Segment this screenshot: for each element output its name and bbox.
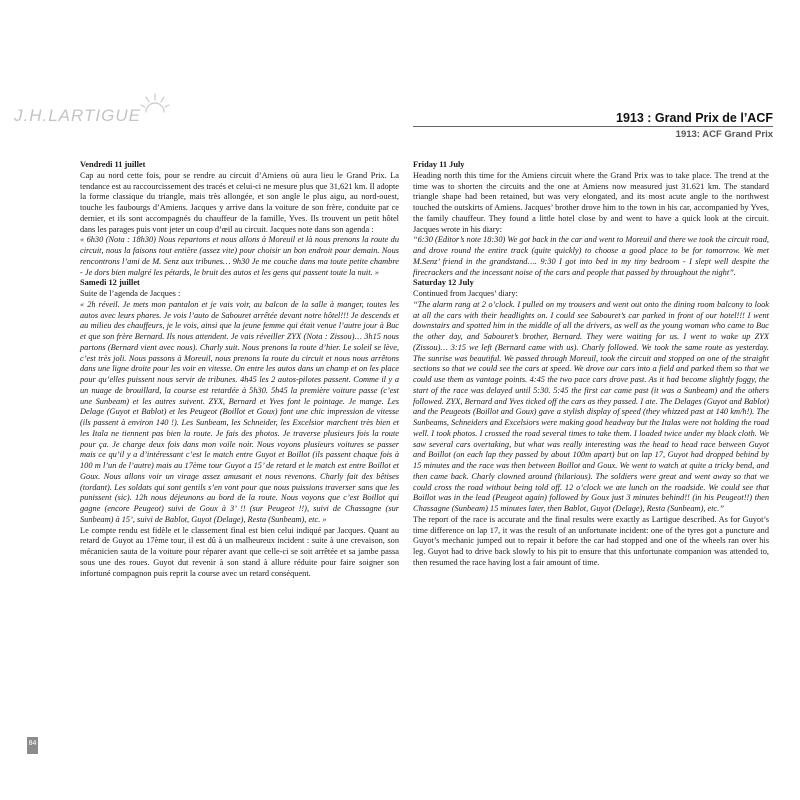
heading-saturday: Saturday 12 July	[413, 278, 474, 288]
header-divider	[413, 126, 773, 127]
heading-samedi: Samedi 12 juillet	[80, 278, 140, 288]
paragraph: Heading north this time for the Amiens circuit where the Grand Prix was to take place. The trend at the time was to shorten the circuits and the one at Amiens now measured just 31.621 km. The standard triangle shape had been retained, but was very elongated, and its most acute angle to the northwest touched the outskirts of Amiens. Jacques’ brother drove him to the town in his car, accompanied by Yves, the family chauffeur. They found a little hotel close by and went to have a quick look at the circuit. Jacques wrote in his diary:	[413, 170, 769, 234]
paragraph: Cap au nord cette fois, pour se rendre au circuit d’Amiens où aura lieu le Grand Prix. La tendance est au raccourcissement des tracés et celui-ci ne mesure plus que 31,621 km. Il adopte la forme classique du triangle, mais très allongée, et son angle le plus aigu, au nord-ouest, touche les faubourgs d’Amiens. Jacques y arrive dans la voiture de son frère, conduite par ce dernier, et ils sont accompagnés du chauffeur de la famille, Yves. Ils trouvent un petit hôtel dans les parages puis vont jeter un coup d’œil au circuit. Jacques note dans son agenda :	[80, 170, 399, 234]
page-number: 84	[28, 740, 37, 747]
paragraph: Suite de l’agenda de Jacques :	[80, 289, 181, 298]
english-text-column	[413, 160, 769, 569]
paragraph: Le compte rendu est fidèle et le classement final est bien celui indiqué par Jacques. Quant au retard de Guyot au 17ème tour, il est dû à un malheureux incident : suite à une crevaison, son mécanicien sauta de la voiture pour réparer avant que celle-ci se soit arrêtée et sa jambe passa sous une des roues. Guyot dut revenir à son stand à allure réduite pour faire soigner son infortuné compagnon puis reprit la course avec un retard conséquent.	[80, 525, 399, 578]
paragraph: Continued from Jacques’ diary:	[413, 289, 518, 298]
chapter-subtitle: 1913: ACF Grand Prix	[675, 129, 773, 140]
lartigue-signature: J.H.LARTIGUE	[14, 106, 141, 125]
heading-vendredi: Vendredi 11 juillet	[80, 160, 146, 169]
paragraph: The report of the race is accurate and the final results were exactly as Lartigue described. As for Guyot’s time difference on lap 17, it was the result of an unfortunate incident: one of the tyres got a puncture and Guyot’s mechanic jumped out to repair it before the car had stopped and one of the wheels ran over his leg. Guyot had to drive back slowly to his pit to ensure that this unfortunate companion was attended to, then resumed the race having lost a fair amount of time.	[413, 514, 769, 567]
french-text-column	[80, 160, 399, 579]
diary-quote: “6:30 (Editor’s note 18:30) We got back in the car and went to Moreuil and there we took the circuit road, and drove round the entire track (quite quickly) to choose a good place to be for tomorrow. We met M.Senz’ friend in the grandstand…. 9:30 I got into bed in my tiny bedroom - I slept well despite the firecrackers and the incessant noise of the cars and people that passed by throughout the night”.	[413, 235, 769, 277]
sun-doodle-icon	[140, 92, 170, 116]
diary-quote: “The alarm rang at 2 o’clock. I pulled on my trousers and went out onto the dining room balcony to look at all the cars with their headlights on. I could see Sabouret’s car parked in front of our hotel!!! I went downstairs and spotted him in the middle of all the drivers, as well as the young woman who came to Buc the other day, and Sabouret’s brother, Bernard. They were waiting for us. I went to wake up ZYX (Zissou)… 3:15 we left (Bernard came with us). Charly followed. We took the same route as yesterday. The sunrise was beautiful. We passed through Moreuil, took the circuit and stopped on one of the straight sections so that we could see the cars at speed. We drove our cars into a field and parked them so that we could use them as vantage points. 4:45 the two pace cars drove past. As it had become slightly foggy, the start of the race was delayed until 5:30. 5:45 the first car came past (it was a Sunbeam) and the others followed. ZYX, Bernard and Yves ticked off the cars as they passed. I ate. The Delages (Guyot and Bablot) and the Peugeots (Boillot and Goux) gave a stylish display of speed (they whizzed past at 140 km/h!). The Sunbeams, Schneiders and Excelsiors were making good headway but the Italas were not holding the road well. I took photos. I crossed the road several times to take them. I loaded twice under my black cloth. We saw several cars overtaking, but what was really interesting was the head to head race between Guyot and Boillot (on each lap they passed by about 100m apart) but on lap 17, Guyot had dropped behind by 15 minutes and the race was then between Boillot and Goux. We went to watch at quite a tricky bend, and then came back. Charly clowned around (hilarious). The soldiers were great and went away so that we could cross the road without being told off. 12 o’clock we ate lunch on the roadside. We could see that Boillot was in the lead (Peugeot again) followed by Goux just 3 minutes behind!! (in his Peugeot!!) then Chassagne (Sunbeam) 15 minutes later, then Bablot, Guyot (Delage), Resta (Sunbeam), etc.”	[413, 299, 769, 513]
diary-quote: « 6h30 (Nota : 18h30) Nous repartons et nous allons à Moreuil et là nous prenons la route du circuit, nous la faisons tout entière (assez vite) pour choisir un bon endroit pour demain. Nous rencontrons l’ami de M. Senz aux tribunes… 9h30 Je me couche dans ma toute petite chambre - Je dors bien malgré les pétards, le bruit des autos et les gens qui passent toute la nuit. »	[80, 235, 399, 277]
chapter-title: 1913 : Grand Prix de l’ACF	[616, 111, 773, 125]
diary-quote: « 2h réveil. Je mets mon pantalon et je vais voir, au balcon de la salle à manger, toutes les autos avec leurs phares. Je vois l’auto de Sabouret arrêtée devant notre hôtel!!! Je descends et au milieu des chauffeurs, je le vois, ainsi que la jeune femme qui était venue l’autre jour à Buc et que son frère Bernard. Ils nous attendent. Je vais réveiller ZYX (Nota : Zissou)… 3h15 nous partons (Bernard vient avec nous). Charly suit. Nous prenons la route d’hier. Le soleil se lève, c’est très joli. Nous passons à Moreuil, nous prenons la route du circuit et nous nous arrêtons dans une ligne droite pour les voir en vitesse. On entre les autos dans un champ et on les place pour qu’elles puissent nous servir de tribunes. 4h45 les 2 autos-pilotes passent. Comme il y a un nuage de brouillard, la course est retardée à 5h30. 5h45 la première voiture passe (c’est une Sunbeam) et les autres suivent. ZYX, Bernard et Yves font le pointage. Je mange. Les Delage (Guyot et Bablot) et les Peugeot (Boillot et Goux) font une chic impression de vitesse (ils passent à environ 140 !). Les Sunbeam, les Schneider, les Excelsior marchent très bien et les Itala ne tiennent pas bien la route. Je fais des photos. Je traverse plusieurs fois la route pour ça. Je charge deux fois dans mon voile noir. Nous voyons plusieurs voitures se passer mais ce qu’il y a d’intéressant c’est le match entre Guyot et Boillot (ils passent chaque fois à 100 m l’un de l’autre) mais au 17ème tour Guyot a 15’ de retard et le match est entre Boillot et Goux. Nous allons voir un virage assez amusant et nous revenons. Charly fait des bêtises (tordant). Les soldats qui sont gentils s’en vont pour que nous puissions traverser sans que les punissent (sic). 12h nous déjeunons au bord de la route. Nous voyons que c’est Boillot qui gagne (encore Peugeot) suivi de Goux à 3’ !! (sur Peugeot !!), suivi de Chassagne (sur Sunbeam) à 15’, suivi de Bablot, Guyot (Delage), Resta (Sunbeam), etc. »	[80, 299, 399, 524]
heading-friday: Friday 11 July	[413, 160, 465, 169]
